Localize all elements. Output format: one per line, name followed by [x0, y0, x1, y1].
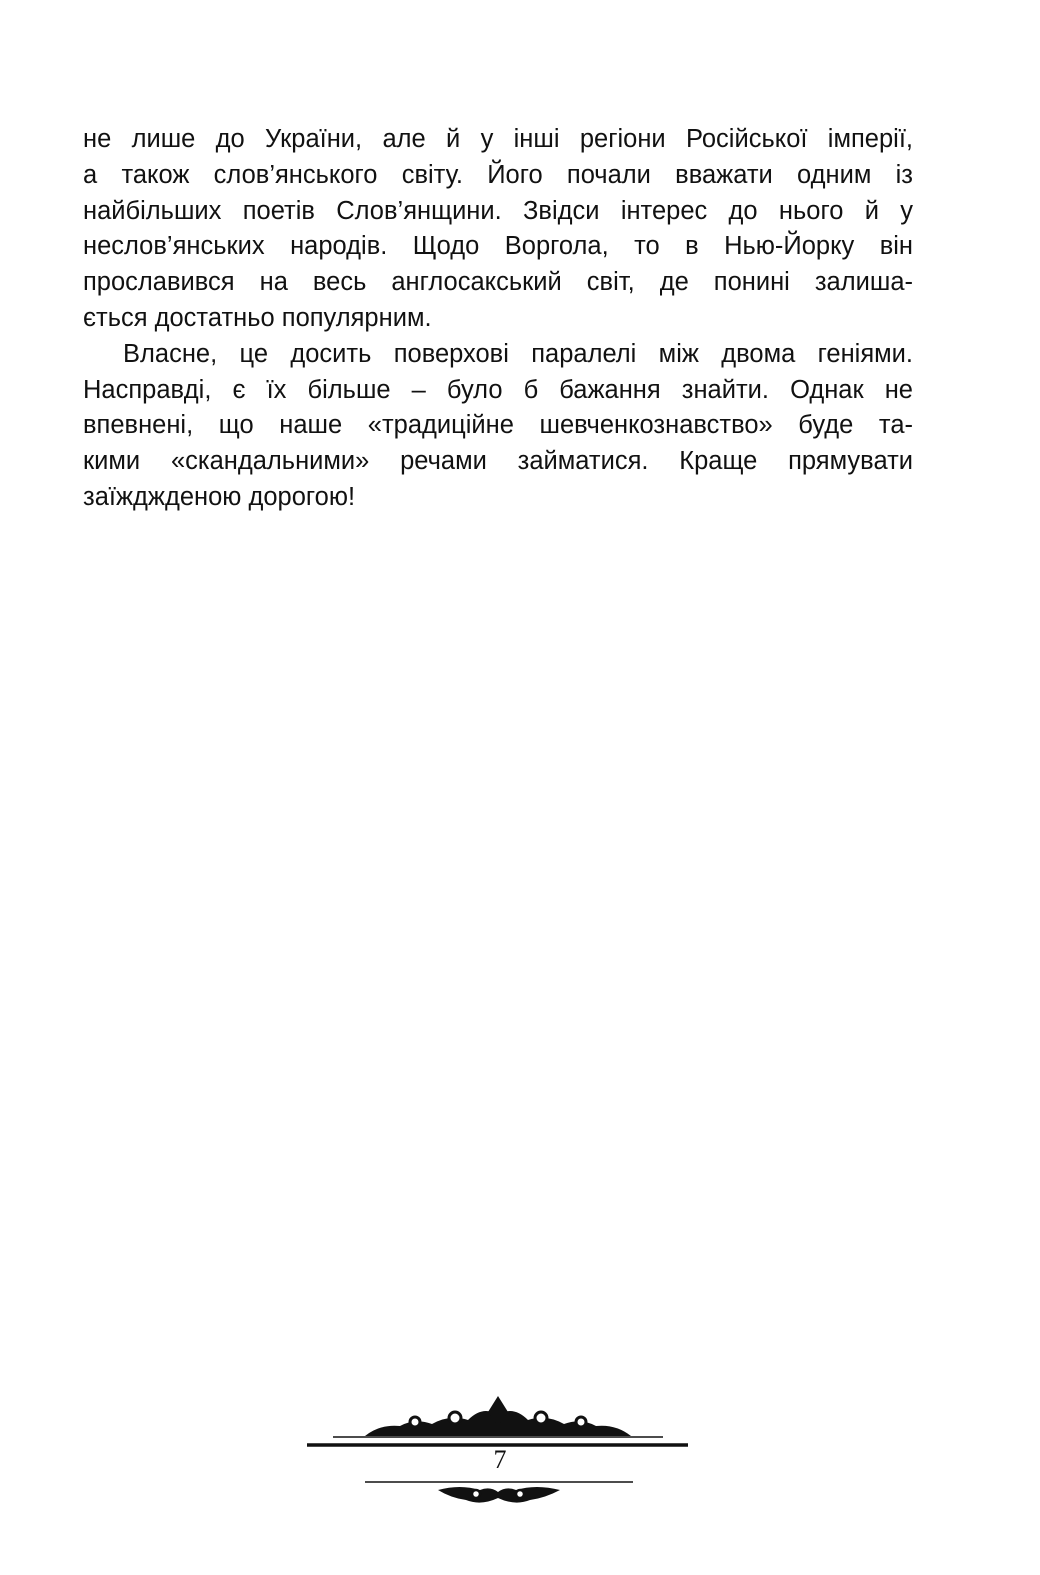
text-line: найбільших поетів Слов’янщини. Звідси інтерес до нього й у [83, 196, 913, 225]
text-line: заїжджденою дорогою! [83, 482, 356, 511]
paragraph [83, 337, 913, 516]
text-line: ється достатньо популярним. [83, 303, 432, 332]
text-line: а також слов’янського світу. Його почали вважати одним із [83, 160, 913, 189]
page-number: 7 [493, 1445, 507, 1474]
paragraph [83, 122, 913, 337]
text-line: Власне, це досить поверхові паралелі між двома геніями. [123, 339, 913, 368]
body-text [83, 122, 913, 516]
text-line: не лише до України, але й у інші регіони Російської імперії, [83, 125, 913, 153]
top-flourish-icon [365, 1396, 631, 1436]
text-line: кими «скандальними» речами займатися. Краще прямувати [83, 447, 913, 476]
bottom-flourish-icon [438, 1487, 560, 1503]
text-line: впевнені, що наше «традиційне шевченкознавство» буде та- [83, 411, 913, 440]
text-line: прославився на весь англосакський світ, де понині залиша- [83, 268, 913, 297]
text-line: неслов’янських народів. Щодо Воргола, то в Нью-Йорку він [83, 232, 913, 261]
text-line: Насправді, є їх більше – було б бажання знайти. Однак не [83, 375, 913, 404]
